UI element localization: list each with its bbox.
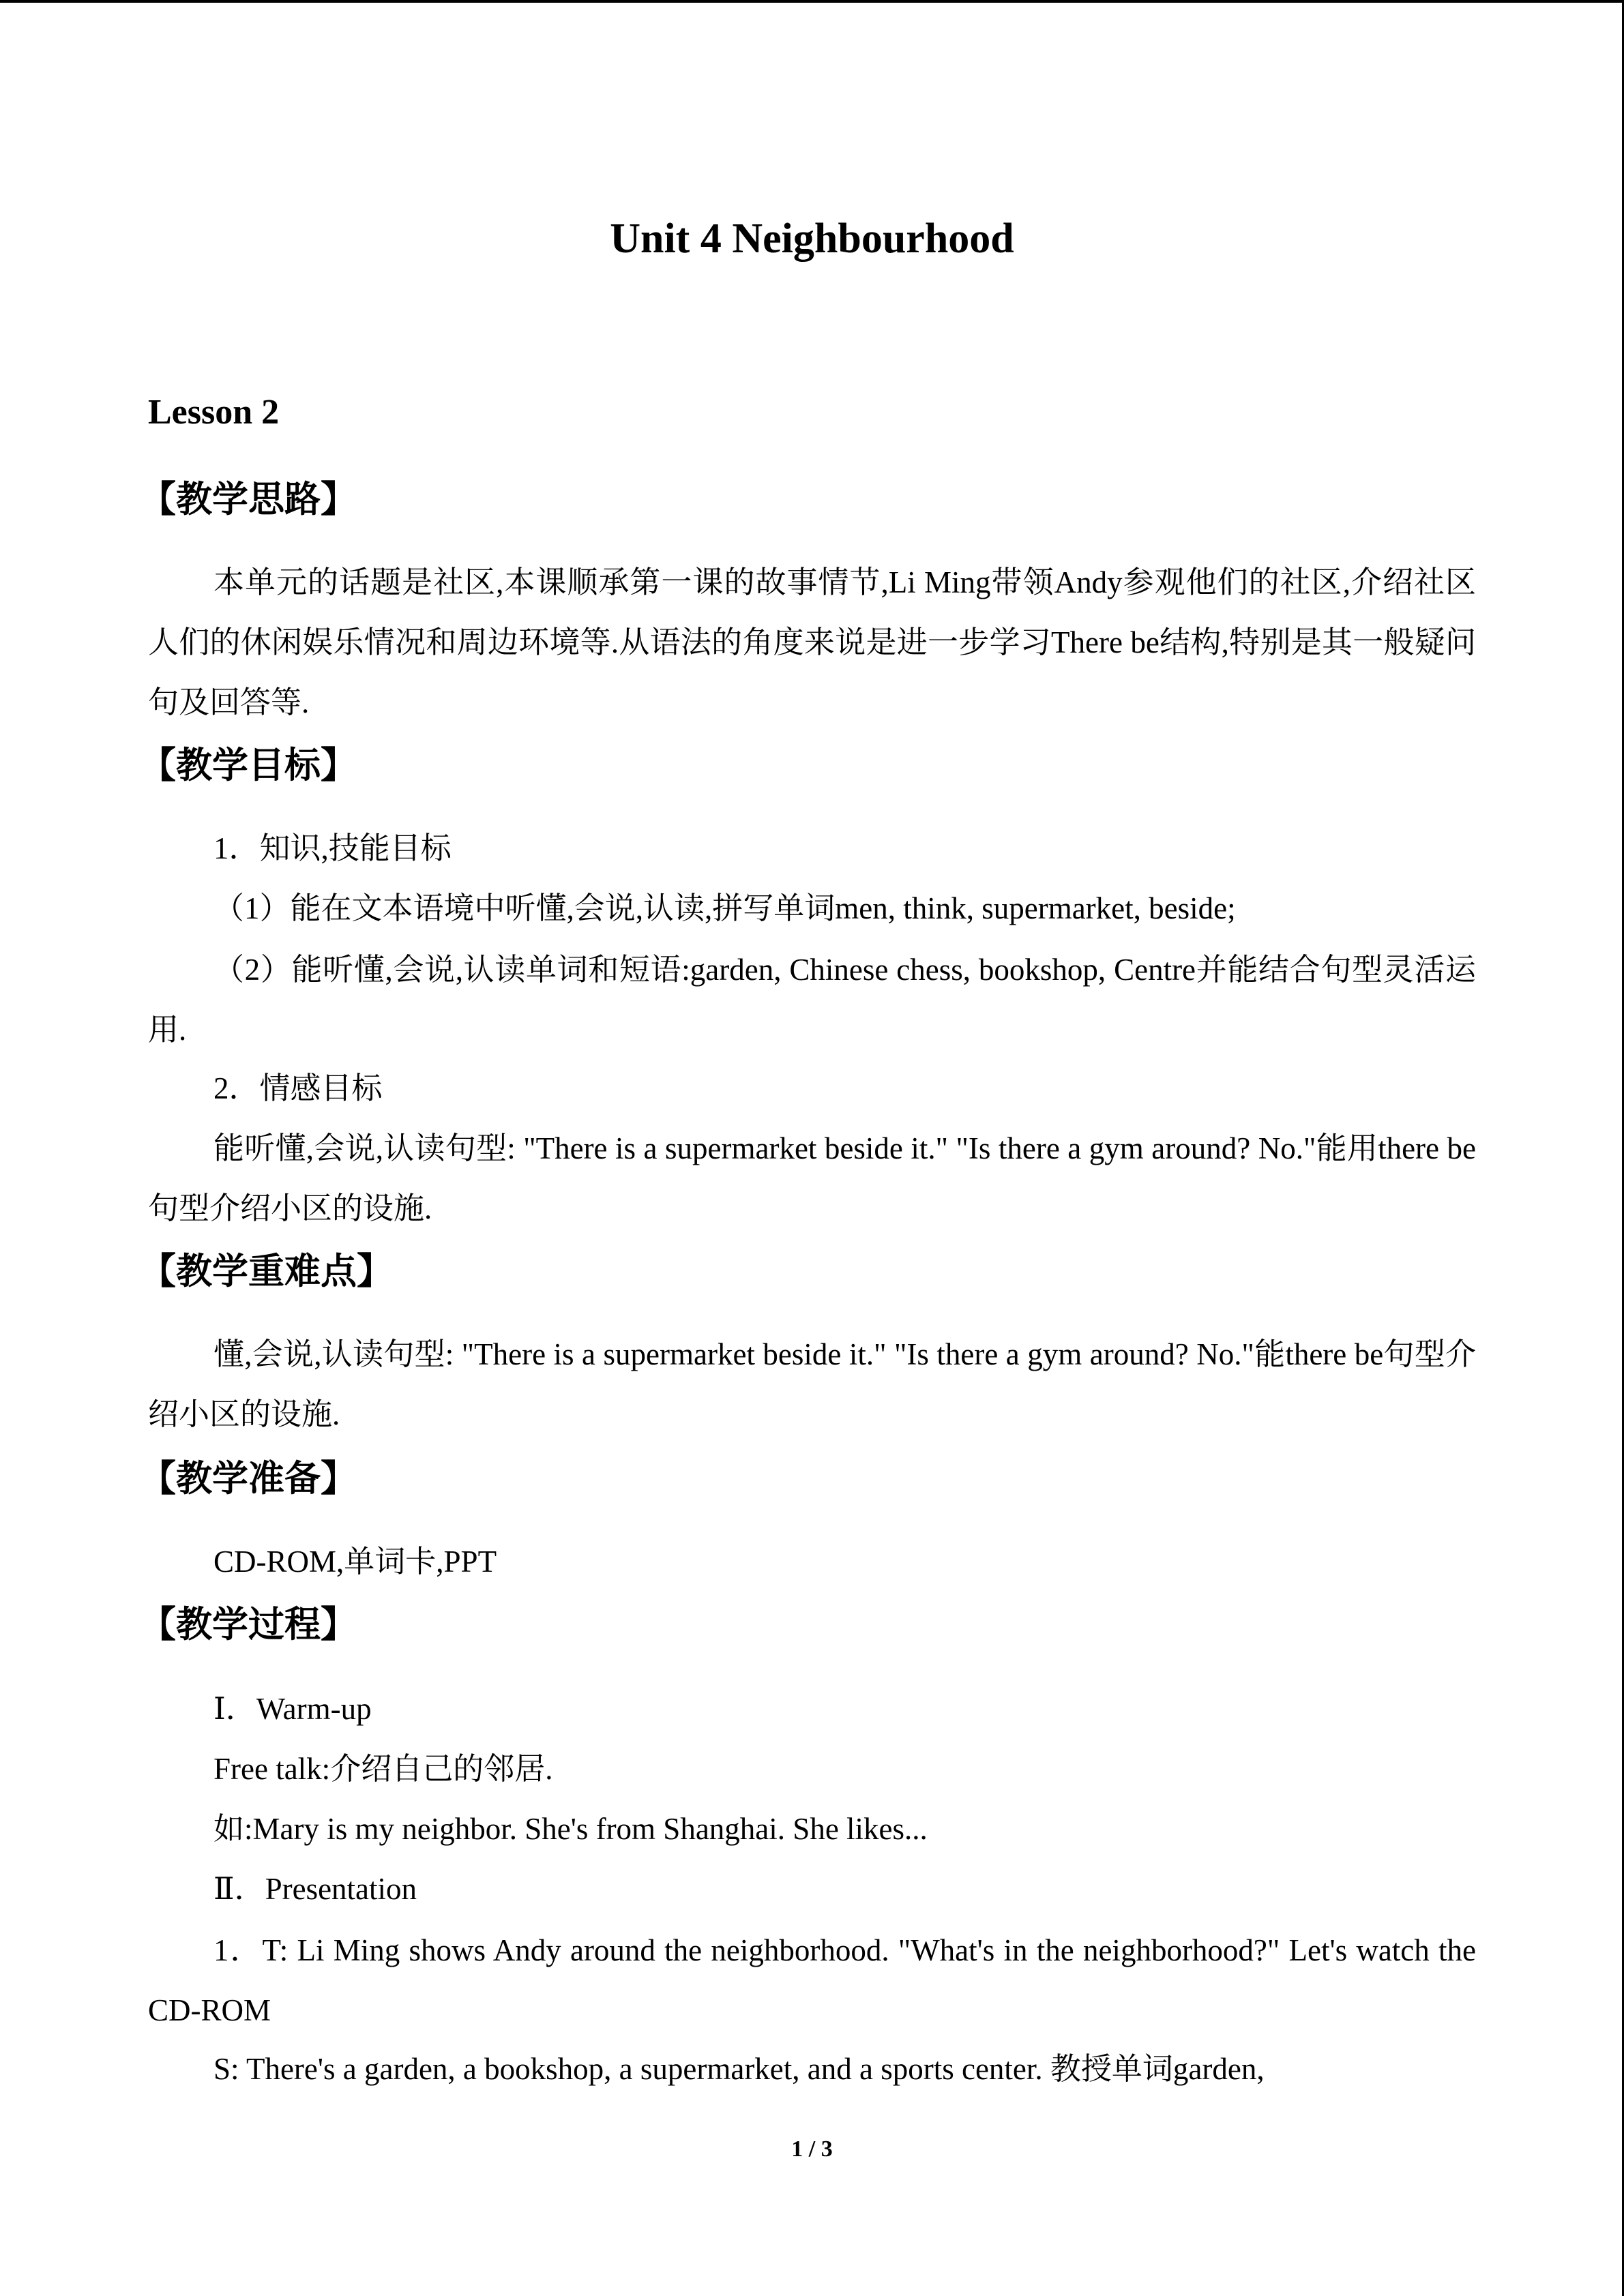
section-heading-ideas: 【教学思路】 — [140, 479, 357, 520]
process-step-1: Ⅰ．Warm-up — [213, 1692, 372, 1726]
lesson-label: Lesson 2 — [148, 393, 280, 432]
goals-item-1-1: （1）能在文本语境中听懂,会说,认读,拼写单词men, think, supermarket, beside; — [213, 891, 1236, 925]
preparation-text: CD-ROM,单词卡,PPT — [213, 1545, 497, 1579]
goals-item-2-text: 能听懂,会说,认读句型: "There is a supermarket beside it." "Is there a gym around? No."能用there be句型介绍小区的设施. — [148, 1131, 1476, 1225]
key-points-paragraph: 懂,会说,认读句型: "There is a supermarket beside it." "Is there a gym around? No."能there be句型介绍小区的设施. — [148, 1337, 1476, 1431]
section-heading-goals: 【教学目标】 — [140, 745, 357, 786]
page-number: 1 / 3 — [791, 2136, 833, 2162]
section-heading-preparation: 【教学准备】 — [140, 1458, 357, 1500]
process-item-1: 1．T: Li Ming shows Andy around the neighborhood. "What's in the neighborhood?" Let's watch the CD-ROM — [148, 1933, 1476, 2027]
page-title: Unit 4 Neighbourhood — [610, 215, 1014, 262]
top-border — [0, 0, 1624, 3]
process-item-1-student: S: There's a garden, a bookshop, a supermarket, and a sports center. 教授单词garden, — [213, 2052, 1265, 2086]
process-free-talk: Free talk:介绍自己的邻居. — [213, 1752, 553, 1786]
goals-item-2: 2．情感目标 — [213, 1071, 383, 1105]
process-step-2: Ⅱ．Presentation — [213, 1872, 417, 1906]
goals-item-1: 1．知识,技能目标 — [213, 831, 452, 865]
ideas-paragraph: 本单元的话题是社区,本课顺承第一课的故事情节,Li Ming带领Andy参观他们的社区,介绍社区人们的休闲娱乐情况和周边环境等.从语法的角度来说是进一步学习There be结构,特别是其一般疑问句及回答等. — [148, 565, 1476, 719]
process-example: 如:Mary is my neighbor. She's from Shanghai. She likes... — [213, 1812, 928, 1846]
goals-item-1-2: （2）能听懂,会说,认读单词和短语:garden, Chinese chess, bookshop, Centre并能结合句型灵活运用. — [148, 953, 1476, 1047]
section-heading-key-points: 【教学重难点】 — [140, 1251, 393, 1292]
section-heading-process: 【教学过程】 — [140, 1604, 357, 1645]
